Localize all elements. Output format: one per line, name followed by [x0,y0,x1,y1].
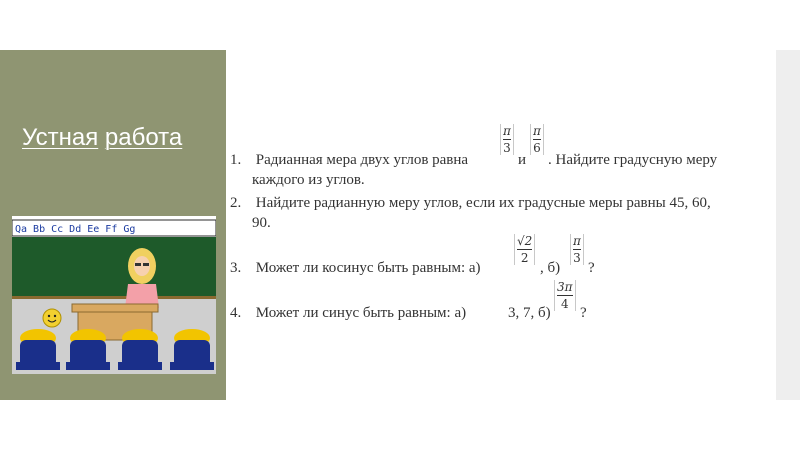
fraction-5-numerator: 3π [557,280,573,294]
fraction-pi-over-3 [500,124,514,155]
chalk-ledge [12,296,216,299]
fraction-4-denominator: 3 [573,251,581,265]
top-band [0,0,800,50]
slide-title [22,124,182,152]
fraction-sqrt2-over-2 [514,234,535,265]
fraction-1-denominator: 3 [503,141,511,155]
student-1 [16,329,60,370]
teacher-glasses-left [135,263,141,266]
question-4-number: 4. [230,305,242,321]
question-3 [230,260,481,277]
bottom-band [0,400,800,450]
question-2 [230,195,711,212]
question-4-text: Может ли синус быть равным: а) [255,305,467,321]
question-3-mid: , б) [540,260,561,276]
fraction-3-numerator: √2 [517,234,533,248]
fraction-3pi-over-4 [554,280,576,311]
question-2-number: 2. [230,195,242,211]
question-1-end: . Найдите градусную меру [548,152,718,168]
question-1-mid: и [518,152,527,168]
student-2 [66,329,110,370]
question-3-number: 3. [230,260,242,276]
question-4 [230,305,466,322]
question-2-line2: 90. [252,215,271,231]
fraction-pi-over-6 [530,124,544,155]
fraction-2-numerator: π [533,124,541,138]
student-4 [170,329,214,370]
question-1-text: Радианная мера двух углов равна [255,152,469,168]
fraction-5-denominator: 4 [560,297,569,311]
smiley-icon [43,309,61,327]
question-3-text: Может ли косинус быть равным: а) [255,260,481,276]
fraction-3-denominator: 2 [520,251,529,265]
alphabet-strip-text: Qa Bb Cc Dd Ee Ff Gg [15,224,136,235]
slide-title-word-1: Устная [22,124,99,151]
fraction-2-denominator: 6 [533,141,541,155]
question-3-end: ? [588,260,595,276]
student-3 [118,329,162,370]
right-edge-strip [776,50,800,400]
fraction-1-numerator: π [503,124,511,138]
question-2-text: Найдите радианную меру углов, если их градусные меры равны 45, 60, [255,195,711,211]
slide-title-word-2: работа [104,124,183,151]
teacher-desk-top [72,304,158,312]
question-1 [230,152,468,169]
question-1-number: 1. [230,152,242,168]
fraction-4-numerator: π [573,234,581,248]
fraction-pi-over-3-b [570,234,584,265]
teacher-glasses-right [143,263,149,266]
question-4-end: ? [580,305,587,321]
question-1-line2: каждого из углов. [252,172,365,188]
chalkboard [12,237,216,297]
question-4-mid: 3, 7, б) [508,305,551,321]
classroom-illustration [12,216,216,374]
